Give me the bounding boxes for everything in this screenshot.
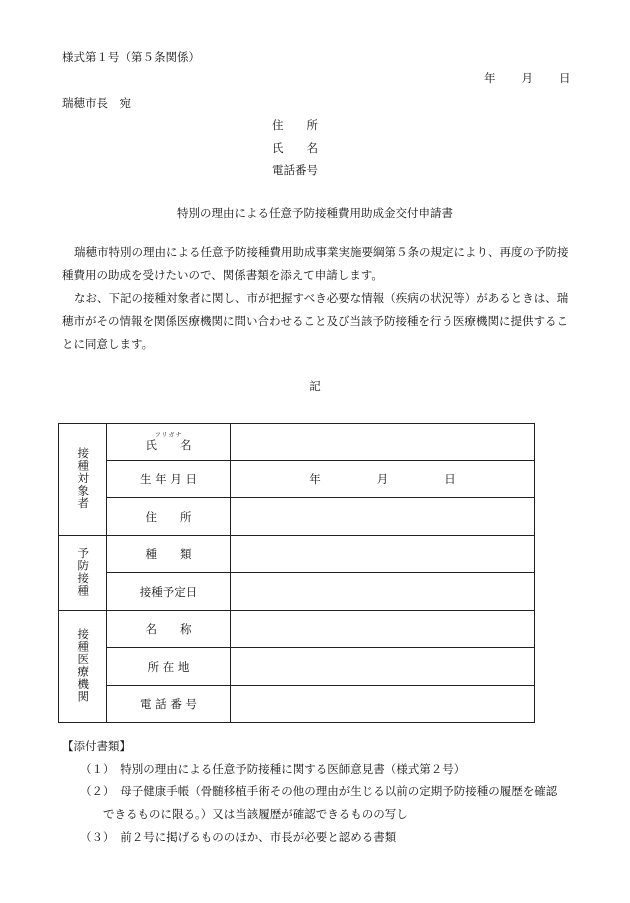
addressee: 瑞穂市長 宛	[62, 96, 131, 110]
institution-phone-field[interactable]	[231, 686, 535, 723]
table-row	[59, 536, 535, 573]
date-day-unit: 日	[559, 71, 571, 85]
application-statement	[62, 241, 577, 356]
vaccination-type-label: 種 類	[107, 536, 231, 573]
target-address-label: 住 所	[107, 498, 231, 536]
document-title: 特別の理由による任意予防接種費用助成金交付申請書	[177, 206, 453, 220]
target-name-field[interactable]	[231, 424, 535, 461]
institution-address-field[interactable]	[231, 648, 535, 686]
table-row	[59, 686, 535, 723]
furigana-label: フリガナ	[154, 432, 183, 439]
statement-paragraph-2: なお、下記の接種対象者に関し、市が把握すべき必要な情報（疾病の状況等）があるときは、瑞穂市がその情報を関係医療機関に問い合わせること及び当該予防接種を行う医療機関に提供することに同意します。	[62, 291, 569, 351]
target-name-label: 氏 名	[145, 438, 192, 452]
target-name-label-cell	[107, 424, 231, 461]
applicant-address-label: 住 所	[272, 118, 318, 132]
application-date-line	[484, 70, 571, 86]
vaccination-date-field[interactable]	[231, 573, 535, 611]
institution-name-field[interactable]	[231, 611, 535, 648]
attachment-item-1: （１） 特別の理由による任意予防接種に関する医師意見書（様式第２号）	[80, 762, 466, 776]
institution-name-label: 名 称	[107, 611, 231, 648]
institution-phone-label: 電 話 番 号	[107, 686, 231, 723]
attachment-item-3: （３） 前２号に掲げるもののほか、市長が必要と認める書類	[80, 830, 397, 844]
institution-group-label: 接種医療機関	[76, 627, 91, 703]
statement-paragraph-1: 瑞穂市特別の理由による任意予防接種費用助成事業実施要綱第５条の規定により、再度の予防接種費用の助成を受けたいので、関係書類を添えて申請します。	[62, 245, 569, 282]
applicant-name-label: 氏 名	[272, 141, 318, 155]
birthdate-month-unit: 月	[376, 472, 389, 486]
table-row	[59, 611, 535, 648]
target-group-cell	[59, 424, 107, 536]
application-details-table	[58, 423, 535, 723]
table-row	[59, 461, 535, 498]
table-row	[59, 573, 535, 611]
attachments-heading: 【添付書類】	[62, 739, 131, 753]
form-number: 様式第１号（第５条関係）	[62, 50, 200, 64]
birthdate-day-unit: 日	[444, 472, 456, 486]
target-birthdate-field[interactable]	[231, 461, 535, 498]
date-month-unit: 月	[521, 71, 533, 85]
target-group-label: 接種対象者	[76, 446, 91, 510]
birthdate-year-unit: 年	[309, 472, 321, 486]
attachment-item-2-continued: できるものに限る。）又は当該履歴が確認できるものの写し	[103, 807, 408, 821]
date-year-unit: 年	[484, 71, 496, 85]
vaccination-type-field[interactable]	[231, 536, 535, 573]
target-address-field[interactable]	[231, 498, 535, 536]
institution-address-label: 所 在 地	[107, 648, 231, 686]
vaccination-date-label: 接種予定日	[107, 573, 231, 611]
institution-group-cell	[59, 611, 107, 723]
vaccination-group-label: 予防接種	[76, 546, 91, 597]
attachment-item-2: （２） 母子健康手帳（骨髄移植手術その他の理由が生じる以前の定期予防接種の履歴を確認	[80, 784, 558, 798]
applicant-phone-label: 電話番号	[272, 163, 318, 177]
vaccination-group-cell	[59, 536, 107, 611]
table-row	[59, 498, 535, 536]
table-row	[59, 648, 535, 686]
target-birthdate-label: 生 年 月 日	[107, 461, 231, 498]
ki-heading: 記	[309, 379, 321, 393]
table-row	[59, 424, 535, 461]
